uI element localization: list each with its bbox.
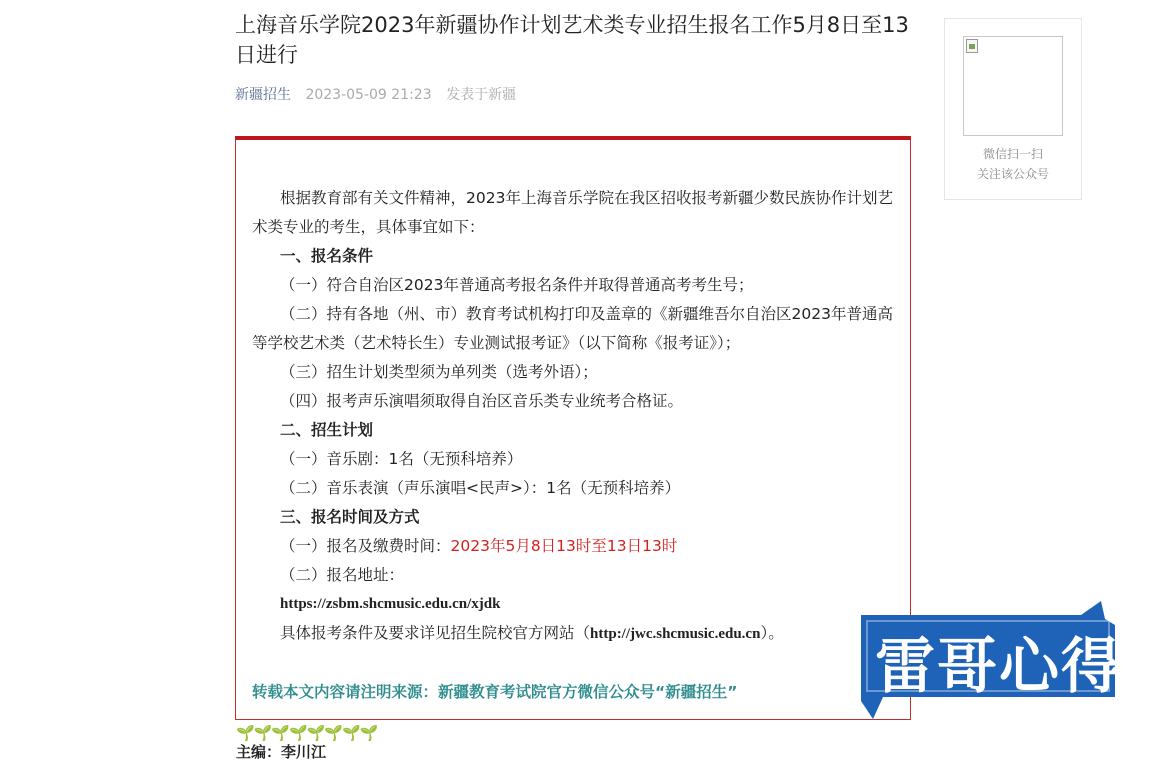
detail-note — [252, 619, 902, 649]
section-title-registration: 三、报名时间及方式 — [280, 508, 420, 526]
registration-url-link[interactable]: https://zsbm.shcmusic.edu.cn/xjdk — [280, 596, 501, 612]
registration-address-item: （二）报名地址： — [280, 566, 405, 584]
condition-item-1: （一）符合自治区2023年普通高考报名条件并取得普通高考考生号； — [280, 276, 754, 294]
section-title-plan: 二、招生计划 — [280, 421, 374, 439]
publish-location: 发表于新疆 — [446, 87, 517, 103]
section-title-conditions: 一、报名条件 — [280, 247, 374, 265]
editor-line: 主编：李川江 — [236, 743, 327, 761]
registration-time-label: （一）报名及缴费时间： — [280, 537, 451, 555]
qr-caption-scan: 微信扫一扫 — [982, 147, 1043, 161]
registration-time-item — [252, 532, 902, 561]
qr-caption-follow: 关注该公众号 — [976, 167, 1049, 181]
intro-paragraph: 根据教育部有关文件精神，2023年上海音乐学院在我区招收报考新疆少数民族协作计划艺术类专业的考生，具体事宜如下： — [252, 189, 893, 236]
watermark-text: 雷哥心得 — [875, 632, 1123, 702]
condition-item-2: （二）持有各地（州、市）教育考试机构打印及盖章的《新疆维吾尔自治区2023年普通高等学校艺术类（艺术特长生）专业测试报考证》（以下简称《报考证》）； — [252, 305, 893, 352]
account-name-link[interactable]: 新疆招生 — [235, 87, 291, 103]
publish-date: 2023-05-09 21:23 — [305, 87, 432, 103]
broken-image-icon — [966, 39, 978, 53]
watermark-logo — [853, 601, 1125, 719]
registration-time-value: 2023年5月8日13时至13日13时 — [450, 537, 678, 555]
condition-item-4: （四）报考声乐演唱须取得自治区音乐类专业统考合格证。 — [280, 392, 684, 410]
article-title: 上海音乐学院2023年新疆协作计划艺术类专业招生报名工作5月8日至13日进行 — [235, 13, 909, 67]
official-site-link[interactable]: http://jwc.shcmusic.edu.cn — [590, 626, 761, 642]
article-content-panel — [235, 136, 911, 720]
article-meta — [235, 84, 516, 104]
sprout-divider: 🌱🌱🌱🌱🌱🌱🌱🌱 — [236, 724, 378, 742]
detail-note-suffix: ）。 — [760, 624, 784, 642]
article-body — [252, 184, 902, 649]
detail-note-prefix: 具体报考条件及要求详见招生院校官方网站（ — [280, 624, 591, 642]
plan-item-2: （二）音乐表演（声乐演唱<民声>）：1名（无预科培养） — [280, 479, 681, 497]
condition-item-3: （三）招生计划类型须为单列类（选考外语）； — [280, 363, 598, 381]
plan-item-1: （一）音乐剧：1名（无预科培养） — [280, 450, 523, 468]
source-note: 转载本文内容请注明来源：新疆教育考试院官方微信公众号“新疆招生” — [252, 683, 738, 701]
qr-code-image — [963, 36, 1063, 136]
qr-code-card — [944, 18, 1082, 200]
